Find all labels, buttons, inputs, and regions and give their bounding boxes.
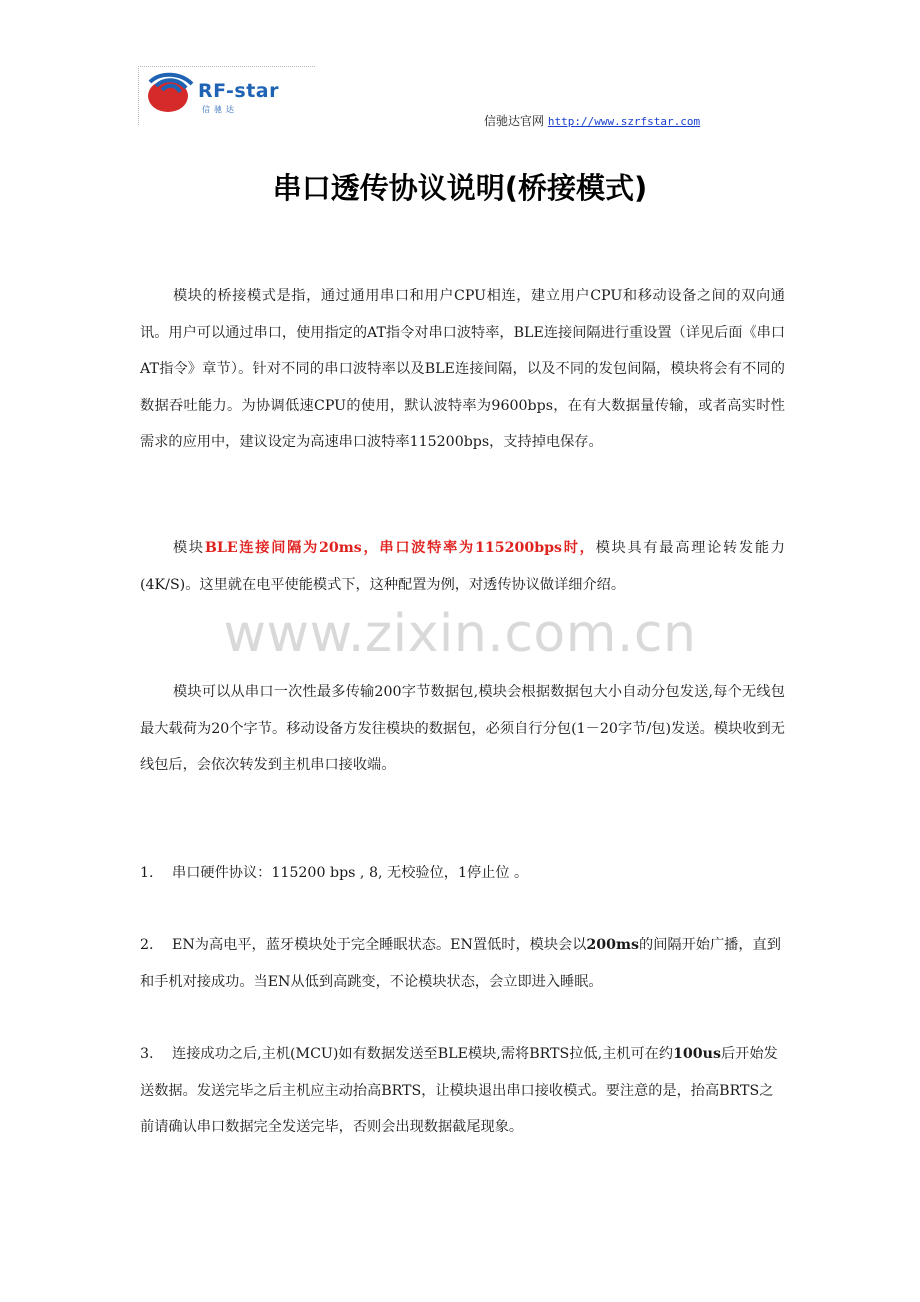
performance-suffix: 模块具有最高理论转发能力(4K/S)。这里就在电平使能模式下，这种配置为例，对透传协议做详细介绍。 [140, 540, 785, 593]
list-bold-value: 100us [673, 1046, 721, 1062]
list-text-a: 连接成功之后,主机(MCU)如有数据发送至BLE模块,需将BRTS拉低,主机可在约 [172, 1046, 674, 1062]
document-title: 串口透传协议说明(桥接模式) [272, 171, 648, 205]
list-text-b: 的间隔开始广播，直到和手机对接成功。当EN从低到高跳变，不论模块状态，会立即进入睡眠。 [140, 937, 781, 990]
company-logo [138, 66, 316, 126]
intro-paragraph: 模块的桥接模式是指，通过通用串口和用户CPU相连，建立用户CPU和移动设备之间的双向通讯。用户可以通过串口，使用指定的AT指令对串口波特率，BLE连接间隔进行重设置（详见后面《串口AT指令》章节）。针对不同的串口波特率以及BLE连接间隔，以及不同的发包间隔，模块将会有不同的数据吞吐能力。为协调低速CPU的使用，默认波特率为9600bps，在有大数据量传输，或者高实时性需求的应用中，建议设定为高速串口波特率115200bps，支持掉电保存。 [140, 288, 786, 451]
list-number: 1. [140, 865, 154, 881]
list-number: 2. [140, 937, 154, 953]
list-item-3 [140, 1036, 785, 1146]
list-item-1 [140, 855, 785, 892]
list-text-a: EN为高电平，蓝牙模块处于完全睡眠状态。EN置低时，模块会以 [172, 937, 587, 953]
watermark: www.zixin.com.cn [223, 604, 697, 664]
list-number: 3. [140, 1046, 154, 1062]
packet-paragraph: 模块可以从串口一次性最多传输200字节数据包,模块会根据数据包大小自动分包发送,每个无线包最大载荷为20个字节。移动设备方发往模块的数据包，必须自行分包(1－20字节/包)发送。模块收到无线包后，会依次转发到主机串口接收端。 [140, 684, 785, 774]
performance-highlight: BLE连接间隔为20ms，串口波特率为115200bps时， [204, 540, 596, 556]
site-label: 信驰达官网 [484, 114, 545, 128]
performance-paragraph [140, 530, 785, 603]
site-line [484, 112, 700, 129]
logo-subtext: 信驰达 [202, 105, 238, 114]
list-text: 串口硬件协议：115200 bps , 8, 无校验位，1停止位 。 [172, 865, 529, 881]
logo-text: RF-star [198, 80, 279, 102]
list-item-2 [140, 927, 785, 1000]
performance-prefix: 模块 [173, 540, 205, 556]
list-text-b: 后开始发送数据。发送完毕之后主机应主动抬高BRTS，让模块退出串口接收模式。要注意的是，抬高BRTS之前请确认串口数据完全发送完毕，否则会出现数据截尾现象。 [140, 1046, 778, 1136]
logo-emblem-icon [142, 68, 200, 120]
list-bold-value: 200ms [586, 937, 640, 953]
site-url-link[interactable]: http://www.szrfstar.com [547, 115, 701, 128]
